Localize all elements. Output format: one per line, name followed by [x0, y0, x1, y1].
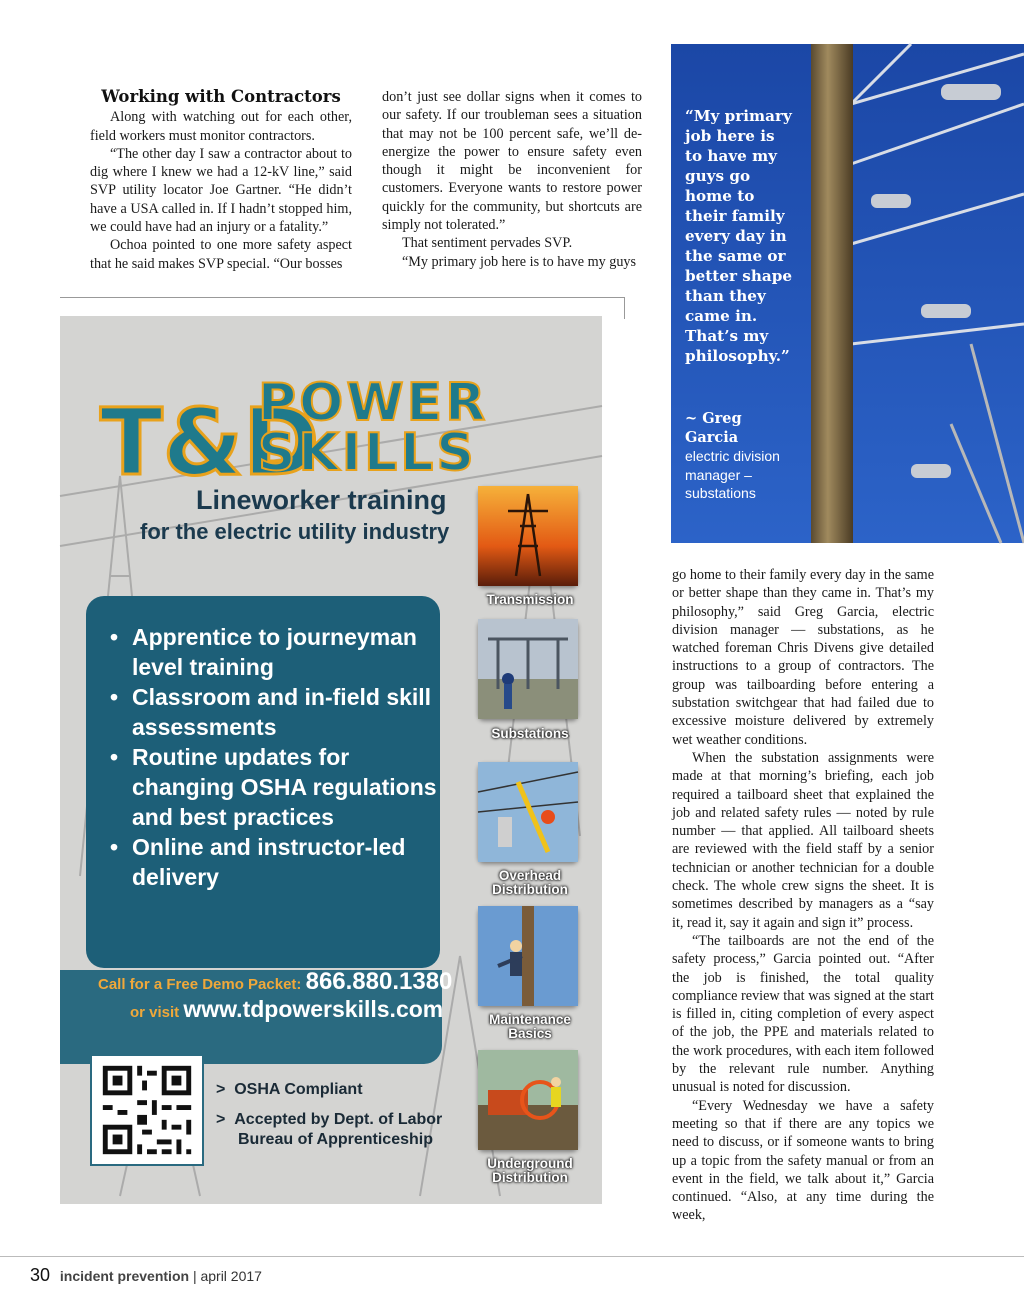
attribution-name: ~ Greg Garcia	[685, 410, 742, 446]
article-column-1	[90, 88, 352, 273]
advertisement	[60, 316, 602, 1204]
compliance-item: > Accepted by Dept. of Labor	[216, 1111, 443, 1128]
paragraph: Along with watching out for each other, field workers must monitor contractors.	[90, 109, 352, 144]
call-line	[98, 968, 452, 996]
td-logo	[100, 386, 320, 496]
article-column-2	[382, 88, 642, 271]
td-logo-letters: T&D	[100, 389, 320, 496]
pull-quote-text: “My primary job here is to have my guys go home to their family every day in the same or better shape than they came in. That’s my philosophy.”	[685, 107, 792, 365]
qr-code-pattern	[92, 1056, 202, 1164]
brand-line-2: SKILLS	[258, 423, 477, 483]
paragraph: “The tailboards are not the end of the safety process,” Garcia pointed out. “After the job is finished, the total quality compliance review that was signed at the start is filled in, citing completion of every aspect of the job, the PPE and materials related to the work procedures, with each item followed by the relevant rule number. Anything unusual is noted for discussion.	[672, 932, 934, 1096]
compliance-item: > OSHA Compliant	[216, 1081, 363, 1098]
page-footer	[30, 1265, 262, 1286]
page-number: 30	[30, 1265, 51, 1285]
paragraph: That sentiment pervades SVP.	[402, 235, 573, 252]
bullet-item: • Routine updates for changing OSHA regulations and best practices	[110, 742, 450, 832]
compliance-list	[216, 1080, 442, 1160]
pull-quote-attribution	[685, 410, 795, 503]
article-column-3	[672, 566, 934, 1225]
visit-line	[130, 996, 443, 1023]
compliance-item-label: Accepted by Dept. of Labor	[234, 1111, 443, 1128]
substation-photo-icon	[478, 619, 578, 719]
thumbnail-label: Maintenance Basics	[489, 1012, 571, 1041]
thumbnail-label: Transmission	[486, 592, 574, 607]
bullet-item: • Online and instructor-led delivery	[110, 832, 450, 892]
paragraph: “My primary job here is to have my guys	[402, 253, 637, 270]
thumbnail-underground	[478, 1050, 578, 1150]
footer-rule	[0, 1256, 1024, 1257]
ad-frame-line	[624, 297, 625, 319]
ad-frame-line	[60, 297, 625, 298]
paragraph: When the substation assignments were made at that morning’s briefing, each job required a tailboard sheet that explained the job and related safety rules — noted by rule number — that applied. All tailboard sheets are reviewed with the field staff by a senior technician or another technician for a double check. The whole crew signs the sheet. It is sometimes described by managers as a “say it, read it, say it again and sign it” process.	[672, 749, 934, 931]
transmission-photo-icon	[478, 486, 578, 586]
compliance-item-label: OSHA Compliant	[234, 1081, 363, 1098]
bullet-list	[110, 622, 450, 892]
call-label: Call for a Free Demo Packet:	[98, 976, 302, 993]
paragraph: “Every Wednesday we have a safety meeting so that if there are any topics we need to discuss, or if someone wants to bring up a topic from the safety manual or from an event in the field, we talk about it,” Garcia continued. “Also, at any time during the week,	[672, 1097, 934, 1224]
issue-date: | april 2017	[192, 1268, 262, 1284]
qr-code[interactable]	[90, 1054, 204, 1166]
magazine-name: incident prevention	[59, 1268, 190, 1284]
thumbnail-label: Substations	[491, 726, 569, 741]
ad-tagline: Lineworker training	[196, 485, 447, 515]
maintenance-photo-icon	[478, 906, 578, 1006]
ad-subtagline: for the electric utility industry	[140, 519, 450, 544]
paragraph: go home to their family every day in the same or better shape than they came in. That’s my philosophy,” said Greg Garcia, electric division manager — substations, as he watched foreman Chris Divens give detailed instructions to a group of contractors. The group was tailboarding before entering a substation switchgear that had failed due to excessive moisture delivered by extremely wet weather conditions.	[672, 567, 934, 748]
thumbnail-transmission	[478, 486, 578, 586]
overhead-photo-icon	[478, 762, 578, 862]
compliance-item-sub: Bureau of Apprenticeship	[238, 1131, 433, 1148]
brand-name	[258, 373, 489, 483]
bullet-item: • Apprentice to journeyman level training	[110, 622, 450, 682]
bullet-item: • Classroom and in-field skill assessments	[110, 682, 450, 742]
thumbnail-label: Underground Distribution	[487, 1156, 573, 1185]
thumbnail-maintenance	[478, 906, 578, 1006]
thumbnail-substations	[478, 619, 578, 719]
visit-label: or visit	[130, 1004, 180, 1021]
section-heading: Working with Contractors	[101, 87, 341, 106]
paragraph: “The other day I saw a contractor about to dig where I knew we had a 12-kV line,” said SVP utility locator Joe Gartner. “He didn’t have a USA called in. If I hadn’t stopped him, we could have had an injury or a fatality.”	[90, 145, 352, 236]
underground-photo-icon	[478, 1050, 578, 1150]
thumbnail-overhead	[478, 762, 578, 862]
paragraph: Ochoa pointed to one more safety aspect that he said makes SVP special. “Our bosses	[90, 237, 352, 272]
phone-number: 866.880.1380	[305, 968, 453, 995]
thumbnail-label: Overhead Distribution	[492, 868, 568, 897]
attribution-title: electric division manager – substations	[685, 448, 780, 501]
website-link[interactable]: www.tdpowerskills.com	[183, 996, 444, 1022]
paragraph: don’t just see dollar signs when it comes to our safety. If our troubleman sees a situation that may not be 100 percent safe, we’ll de-energize the power to ensure safety even though it might be inconvenient for customers. Everyone wants to restore power quickly for the community, but shortcuts are simply not tolerated.”	[382, 89, 642, 234]
brand-line-1: POWER	[258, 373, 489, 433]
